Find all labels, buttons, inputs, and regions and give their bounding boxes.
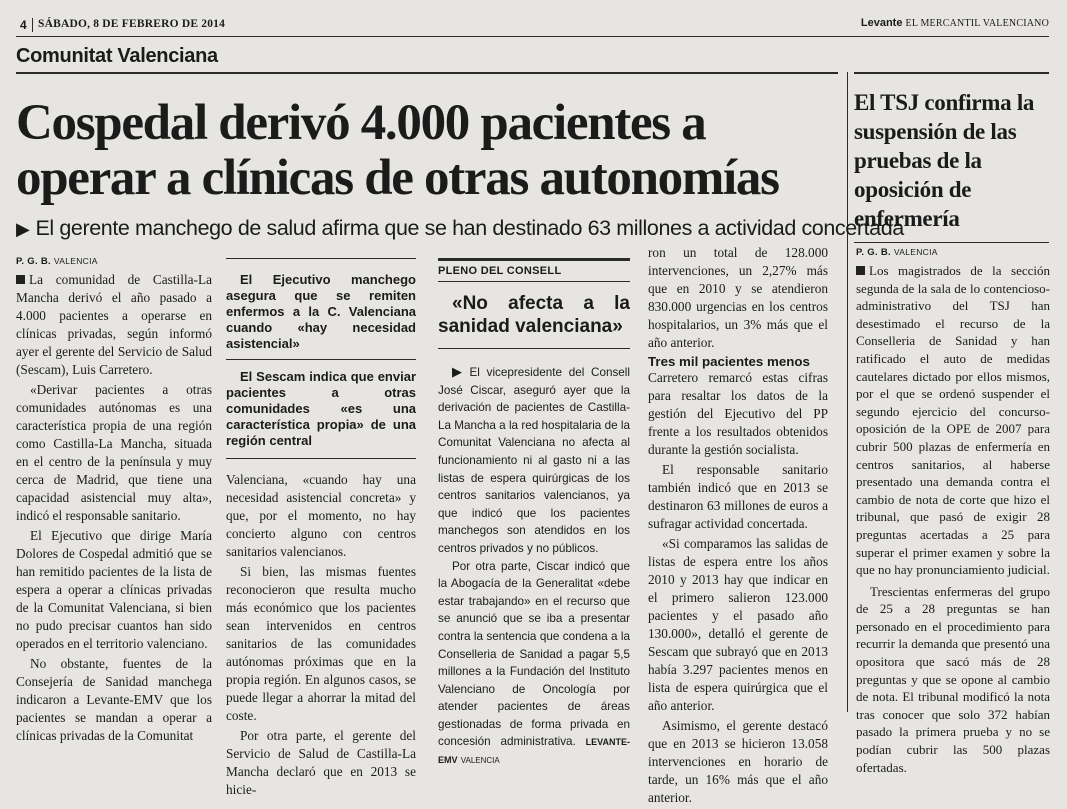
pleno-title: «No afecta a la sanidad valenciana» [438, 293, 630, 337]
byline [16, 256, 212, 267]
paragraph: «Derivar pacientes a otras comunidades autónomas es una característica propia de una región como Castilla-La Mancha, situada en el centro de la península y muy cerca de Madrid, que tiene una capacidad asistencial muy alta», indicó el responsable sanitario. [16, 382, 212, 523]
triangle-bullet-icon: ▶ [452, 364, 466, 379]
paragraph: ron un total de 128.000 intervenciones, un 2,27% más que en 2010 y se atendieron 830.000 urgencias en los centros hospitalarios, un 3% más que el año anterior. [648, 245, 828, 350]
pleno-box [438, 265, 630, 769]
masthead [861, 17, 1049, 29]
section-title: Comunitat Valenciana [16, 45, 218, 67]
sidebar-title-rule [854, 242, 1049, 243]
paragraph-text: La comunidad de Castilla-La Mancha derivó el año pasado a 4.000 pacientes a operarse en clínicas privadas, según informó ayer el gerente del Servicio de Salud (Sescam), Luis Carretero. [16, 272, 212, 377]
subhead-text: El gerente manchego de salud afirma que se han destinado 63 millones a actividad concertada [35, 216, 904, 240]
sidebar-divider [847, 72, 848, 712]
paragraph: El Ejecutivo que dirige María Dolores de Cospedal admitió que se han remitido pacientes de la lista de espera a operar a clínicas privadas de la Comunitat Valenciana, si bien no pudo precisar cuantos han sido operados en el territorio valenciano. [16, 528, 212, 651]
column-1 [16, 256, 212, 747]
masthead-sub: EL MERCANTIL VALENCIANO [905, 18, 1049, 29]
sidebar-top-rule [854, 72, 1049, 74]
highlight-box-2: El Sescam indica que enviar pacientes a otras comunidades «es una característica propia» de una región central [226, 369, 416, 448]
square-bullet-icon [16, 275, 25, 284]
byline-city: VALENCIA [893, 247, 938, 257]
square-bullet-icon [856, 266, 865, 275]
pleno-kicker: PLENO DEL CONSELL [438, 265, 562, 277]
paragraph: Asimismo, el gerente destacó que en 2013 se hicieron 13.058 intervenciones en horario de tarde, un 16% más que el año anterior. [648, 718, 828, 805]
paragraph: Si bien, las mismas fuentes reconocieron que resulta mucho más económico que los pacientes sean intervenidos en centros sanitarios de las comunidades autónomas próximas que en la propia región. En algunos casos, se puede llegar a ahorrar la mitad del coste. [226, 564, 416, 723]
pleno-body [438, 363, 630, 769]
column-2 [226, 272, 416, 801]
paragraph: Trescientas enfermeras del grupo de 25 a 28 preguntas se han personado en el procedimiento para recurrir la demanda que presentó una opositora que sacó más de 28 preguntas y que se opone al cambio de nota. El tribunal modificó la nota tras conocer que solo 372 habían pasado la primera prueba y no se podían cubrir las 500 plazas ofertadas. [856, 583, 1050, 775]
paragraph: Carretero remarcó estas cifras para resaltar los datos de la gestión del Ejecutivo del PP frente a los resultados obtenidos durante la gestión socialista. [648, 370, 828, 457]
box-bottom-rule [226, 458, 416, 459]
paragraph: El responsable sanitario también indicó que en 2013 se destinaron 63 millones de euros a sufragar actividad concertada. [648, 462, 828, 531]
paragraph-text: El vicepresidente del Consell José Ciscar, aseguró ayer que la derivación de pacientes de Castilla-La Mancha a la red hospitalaria de la Comunitat Valenciana no afecta al funcionamiento ni al gasto ni a las listas de espera quirúrgicas de los centros sanitarios valencianos, ya que indicó que los pacientes manchegos son atendidos en los centros privados y no públicos. [438, 366, 630, 555]
paragraph: No obstante, fuentes de la Consejería de Sanidad manchega indicaron a Levante-EMV que los pacientes se mandan a operar a clínicas privadas de la Comunitat [16, 656, 212, 743]
triangle-bullet-icon: ▶ [16, 219, 30, 239]
box-top-rule [226, 258, 416, 259]
paragraph-text: Por otra parte, Ciscar indicó que la Abogacía de la Generalitat «debe estar trabajando» en el recurso que se anunció que se iba a presentar contra la sentencia que condena a la Conselleria de Sanidad a pagar 5,5 millones a la Fundación del Instituto Valenciano de Oncología por atender pacientes de áreas gestionadas de forma privada en concesión administrativa. [438, 559, 630, 749]
header-rule [16, 36, 1049, 37]
subhead [16, 216, 904, 241]
paragraph: «Si comparamos las salidas de listas de espera entre los años 2010 y 2013 hay que indicar en el primero salieron 123.000 pacientes y el pasado año 130.000», detalló el gerente de Sescam que subrayó que en 2013 había 3.297 pacientes menos en lista de espera quirúrgica que el año anterior. [648, 536, 828, 713]
byline-author: P. G. B. [16, 256, 51, 267]
byline-author: P. G. B. [856, 247, 891, 258]
masthead-brand: Levante [860, 17, 903, 29]
issue-date: SÁBADO, 8 DE FEBRERO DE 2014 [38, 18, 226, 30]
paragraph: Por otra parte, el gerente del Servicio de Salud de Castilla-La Mancha declaró que en 2013 se hicie- [226, 728, 416, 797]
paragraph [438, 558, 630, 769]
header-divider [32, 18, 33, 32]
box-separator [226, 359, 416, 360]
paragraph-text: Los magistrados de la sección segunda de la sala de lo contencioso-administrativo del TSJ han desestimado el recurso de la Conselleria de Sanidad y han ratificado el auto de medidas cautelares dictado por ellos mismos, por el que se ordenó suspender el segundo ejercicio del concurso-oposición de la OPE de 2007 para cubrir 500 plazas de enfermería en centros sanitarios, al haberse presentado una demanda contra el cambio de nota de corte que hizo el tribunal, que pasó de exigir 28 preguntas acertadas a 25 para superar el primer examen y sobre la que no hay pronunciamiento judicial. [856, 263, 1050, 578]
signature: LEVANTE-EMV [438, 737, 630, 766]
paragraph: Valenciana, «cuando hay una necesidad asistencial concreta» y que, por el momento, no hay concierto alguno con centros sanitarios valencianos. [226, 472, 416, 559]
column-4 [648, 244, 828, 809]
pleno-title-rule [438, 348, 630, 349]
sidebar-byline [856, 247, 1050, 258]
byline-city: VALENCIA [53, 256, 98, 266]
paragraph [438, 363, 630, 558]
highlight-box-1: El Ejecutivo manchego asegura que se remiten enfermos a la C. Valenciana cuando «hay necesidad asistencial» [226, 272, 416, 351]
section-rule [16, 72, 838, 74]
signature-city: VALENCIA [460, 756, 500, 766]
sidebar-headline: El TSJ confirma la suspensión de las pruebas de la oposición de enfermería [854, 90, 1035, 231]
sidebar-column [856, 247, 1050, 778]
headline: Cospedal derivó 4.000 pacientes a operar a clínicas de otras autonomías [16, 95, 779, 207]
pleno-kicker-rule [438, 281, 630, 282]
paragraph [856, 262, 1050, 579]
inline-subtitle: Tres mil pacientes menos [648, 354, 810, 369]
paragraph [16, 271, 212, 379]
pleno-top-rule [438, 258, 630, 261]
page-number: 4 [20, 18, 27, 32]
